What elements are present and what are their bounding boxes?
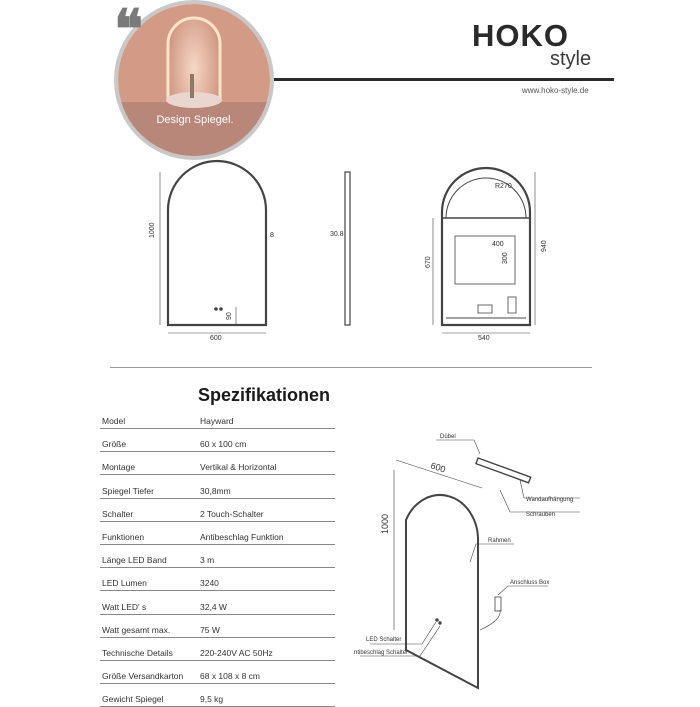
table-row xyxy=(100,600,335,615)
spec-value: 3 m xyxy=(200,555,215,566)
table-row xyxy=(100,414,335,429)
spec-key: Model xyxy=(102,416,126,426)
spec-key: Watt gesamt max. xyxy=(102,624,171,635)
spec-key: Funktionen xyxy=(102,532,145,542)
table-row xyxy=(100,530,335,545)
spec-key: LED Lumen xyxy=(102,578,147,589)
section-divider xyxy=(110,367,592,368)
spec-value: 3240 xyxy=(200,578,219,589)
front-width: 600 xyxy=(210,335,222,342)
spec-key: Montage xyxy=(102,462,136,473)
table-row xyxy=(100,553,335,568)
front-frame: 8 xyxy=(270,232,274,239)
spec-value: 60 x 100 cm xyxy=(200,439,247,450)
back-h1: 670 xyxy=(425,256,432,268)
label-anti: ntibeschlag Schalter xyxy=(354,650,409,656)
spec-value: 220-240V AC 50Hz xyxy=(200,648,273,658)
spec-key: Größe Versandkarton xyxy=(102,671,184,682)
spec-value: 2 Touch-Schalter xyxy=(200,508,264,519)
label-rahmen: Rahmen xyxy=(488,538,511,544)
assembly-drawing xyxy=(340,430,610,700)
hero-caption: Design Spiegel. xyxy=(156,114,234,126)
spec-value: Antibeschlag Funktion xyxy=(200,532,284,542)
spec-value: 75 W xyxy=(200,624,220,635)
label-schrauben: Schrauben xyxy=(526,512,556,518)
brand-logo: HOKO xyxy=(472,18,569,53)
back-inner-w: 400 xyxy=(492,241,504,248)
spec-value: 9,5 kg xyxy=(200,694,224,705)
spec-value: Hayward xyxy=(200,416,234,426)
spec-value: 32,4 W xyxy=(200,601,227,612)
spec-value: 68 x 108 x 8 cm xyxy=(200,671,261,682)
table-row xyxy=(100,623,335,638)
front-bottom: 90 xyxy=(226,312,233,320)
table-row xyxy=(100,669,335,684)
spec-key: Länge LED Band xyxy=(102,555,167,566)
label-led: LED Schalter xyxy=(366,637,402,643)
back-radius: R270 xyxy=(495,183,512,190)
brand-sub: style xyxy=(550,48,592,70)
table-row xyxy=(100,646,335,661)
table-row xyxy=(100,507,335,522)
spec-key: Größe xyxy=(102,439,127,450)
spec-key: Spiegel Tiefer xyxy=(102,485,154,496)
assembly-width: 600 xyxy=(429,460,447,475)
side-depth: 30.8 xyxy=(330,231,344,238)
quote-icon: ❝ xyxy=(114,0,144,61)
brand-url: www.hoko-style.de xyxy=(522,86,589,95)
spec-key: Gewicht Spiegel xyxy=(102,694,164,705)
front-height: 1000 xyxy=(149,222,156,238)
back-inner-h: 300 xyxy=(502,252,509,264)
label-duebel: Dübel xyxy=(440,434,456,440)
spec-value: 30,8mm xyxy=(200,485,231,496)
table-row xyxy=(100,484,335,499)
spec-key: Watt LED' s xyxy=(102,601,147,612)
label-wand: Wandaufhängung xyxy=(526,497,574,503)
specs-title: Spezifikationen xyxy=(198,385,331,405)
table-row xyxy=(100,437,335,452)
assembly-height: 1000 xyxy=(380,513,390,534)
spec-key: Schalter xyxy=(102,508,134,519)
table-row xyxy=(100,576,335,591)
table-row xyxy=(100,460,335,475)
spec-key: Technische Details xyxy=(102,648,173,658)
back-w: 540 xyxy=(478,335,490,342)
spec-value: Vertikal & Horizontal xyxy=(200,462,277,473)
label-anschluss: Anschluss Box xyxy=(510,580,550,586)
back-h2: 940 xyxy=(541,240,548,252)
